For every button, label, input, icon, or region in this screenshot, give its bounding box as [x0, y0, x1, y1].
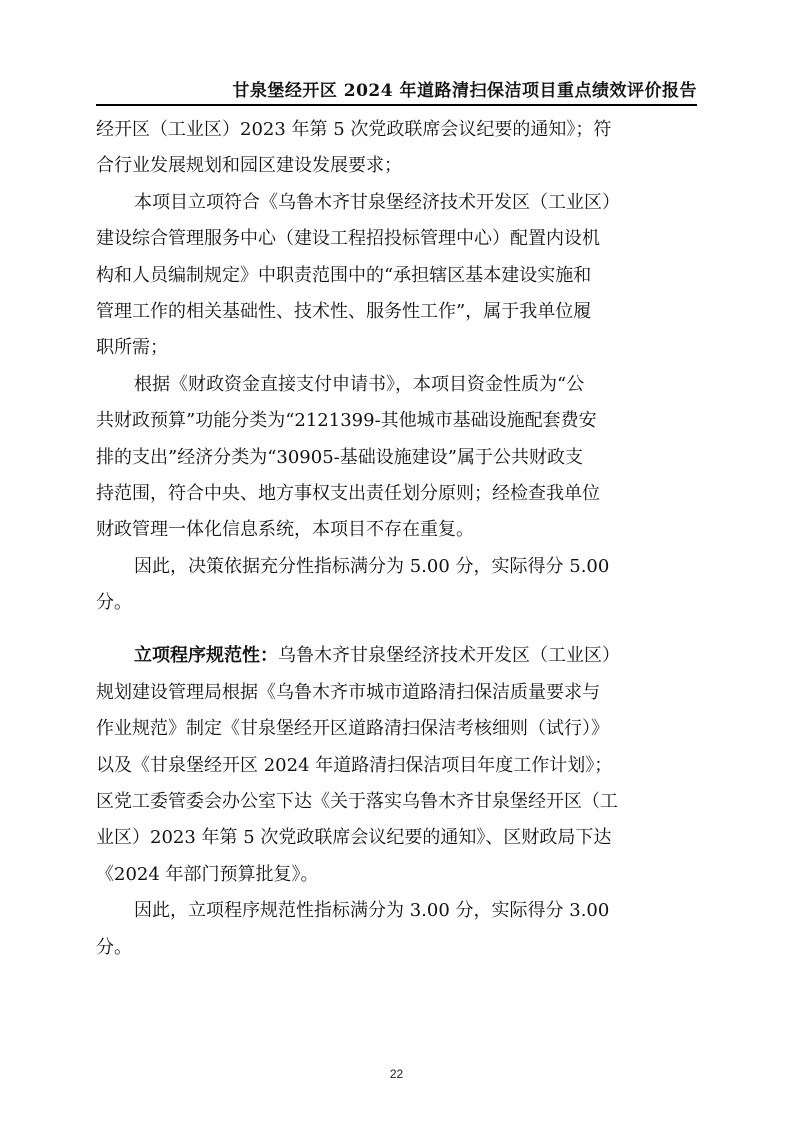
- text-line: 本项目立项符合《乌鲁木齐甘泉堡经济技术开发区（工业区）: [134, 191, 620, 213]
- text-line: 经开区（工业区）2023 年第 5 次党政联席会议纪要的通知》；符: [96, 119, 612, 140]
- report-body: [96, 112, 697, 966]
- text-line: 业区）2023 年第 5 次党政联席会议纪要的通知》、区财政局下达: [96, 827, 612, 849]
- text-line: 共财政预算”功能分类为“2121399-其他城市基础设施配套费安: [96, 410, 597, 432]
- text-line: 合行业发展规划和园区建设发展要求；: [96, 155, 402, 177]
- text-line: 排的支出”经济分类为“30905-基础设施建设”属于公共财政支: [96, 446, 583, 468]
- text-line: 因此，立项程序规范性指标满分为 3.00 分，实际得分 3.00: [134, 900, 610, 922]
- text-line: 构和人员编制规定》中职责范围中的“承担辖区基本建设实施和: [96, 264, 592, 286]
- procedure-heading: 立项程序规范性：: [134, 645, 278, 667]
- text-line: 规划建设管理局根据《乌鲁木齐市城市道路清扫保洁质量要求与: [96, 681, 600, 703]
- text-line: 根据《财政资金直接支付申请书》，本项目资金性质为“公: [134, 373, 585, 395]
- text-line: 分。: [96, 936, 132, 958]
- text-line: 职所需；: [96, 337, 168, 359]
- page-number: 22: [389, 1067, 404, 1081]
- text-line: 以及《甘泉堡经开区 2024 年道路清扫保洁项目年度工作计划》；: [96, 754, 613, 776]
- text-line: 因此，决策依据充分性指标满分为 5.00 分，实际得分 5.00: [134, 555, 610, 577]
- text-line: 区党工委管委会办公室下达《关于落实乌鲁木齐甘泉堡经开区（工: [96, 791, 618, 813]
- text-line: 分。: [96, 592, 132, 614]
- text-line: 管理工作的相关基础性、技术性、服务性工作”，属于我单位履: [96, 300, 592, 322]
- paragraph-gap: [96, 621, 697, 638]
- text-line: 财政管理一体化信息系统，本项目不存在重复。: [96, 519, 474, 541]
- report-header-title: 甘泉堡经开区 2024 年道路清扫保洁项目重点绩效评价报告: [232, 81, 697, 101]
- text-line: 作业规范》制定《甘泉堡经开区道路清扫保洁考核细则（试行）》: [96, 718, 609, 740]
- text-segment: 乌鲁木齐甘泉堡经济技术开发区（工业区）: [278, 645, 620, 667]
- text-line: 建设综合管理服务中心（建设工程招投标管理中心）配置内设机: [96, 228, 600, 250]
- header-divider: [96, 104, 697, 106]
- text-line: [96, 638, 697, 674]
- text-line: 《2024 年部门预算批复》。: [96, 863, 319, 885]
- text-line: 持范围，符合中央、地方事权支出责任划分原则；经检查我单位: [96, 482, 600, 504]
